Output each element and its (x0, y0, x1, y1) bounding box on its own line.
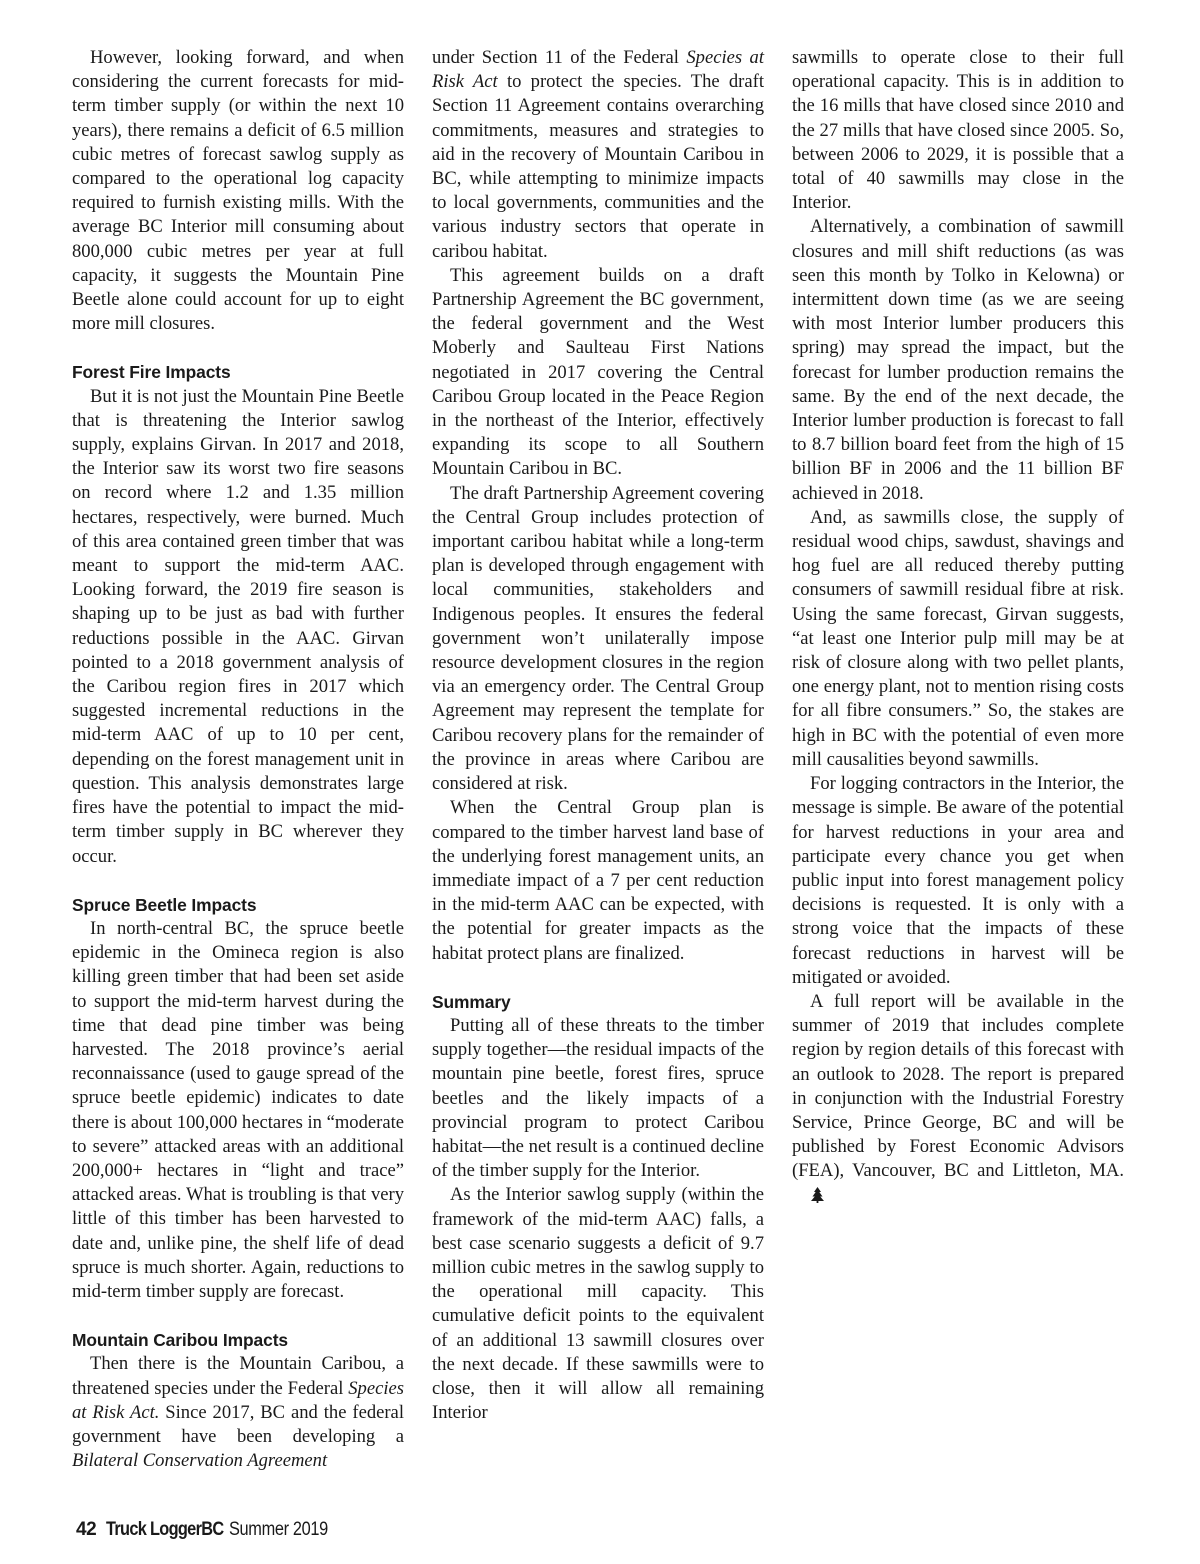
text-run: Since 2017, BC and the federal government have been developing a (72, 1401, 404, 1447)
paragraph-forest-fire: But it is not just the Mountain Pine Beetle that is threatening the Interior sawlog supply, explains Girvan. In 2017 and 2018, the Interior saw its worst two fire seasons on record where 1.2 and 1.35 million hectares, respectively, were burned. Much of this area contained green timber that was meant to support the mid-term AAC. Looking forward, the 2019 fire season is shaping up to be just as bad with further reductions possible in the AAC. Girvan pointed to a 2018 government analysis of the Caribou region fires in 2017 which suggested incremental reductions in the mid-term AAC of up to 10 per cent, depending on the forest management unit in question. This analysis demonstrates large fires have the potential to impact the mid-term timber supply in BC wherever they occur. (72, 385, 404, 867)
issue-label: Summer 2019 (228, 1519, 328, 1540)
paragraph-partnership-agreement: This agreement builds on a draft Partnership Agreement the BC government, the federal government and the West Moberly and Saulteau First Nations negotiated in 2017 covering the Central Caribou Group located in the Peace Region in the northeast of the Interior, effectively expanding its scope to all Southern Mountain Caribou in BC. (432, 264, 764, 480)
paragraph-summary-deficit: As the Interior sawlog supply (within the framework of the mid-term AAC) falls, a best case scenario suggests a deficit of 9.7 million cubic metres in the sawlog supply to the operational mill capacity. This cumulative deficit points to the equivalent of an additional 13 sawmill closures over the next decade. If these sawmills were to close, then it will allow all remaining Interior (432, 1184, 764, 1424)
tree-icon (793, 1187, 824, 1204)
heading-spruce-beetle-impacts: Spruce Beetle Impacts (72, 894, 257, 915)
paragraph-summary-threats: Putting all of these threats to the timber supply together—the residual impacts of the mountain pine beetle, forest fires, spruce beetles and the likely impacts of a provincial program to protect Caribou habitat—the net result is a continued decline of the timber supply for the Interior. (432, 1014, 764, 1182)
italic-title-bilateral-agreement: Bilateral Conservation Agreement (72, 1450, 328, 1472)
column-1 (72, 46, 404, 1473)
paragraph-sawmill-capacity: sawmills to operate close to their full operational capacity. This is in addition to the 16 mills that have closed since 2010 and the 27 mills that have closed since 2005. So, between 2006 to 2029, it is possible that a total of 40 sawmills may close in the Interior. (792, 47, 1124, 214)
column-3 (792, 46, 1124, 1208)
italic-title-species-at-risk-act: Species at Risk Act (432, 47, 764, 93)
column-2 (432, 46, 764, 1425)
text-run: Then there is the Mountain Caribou, a threatened species under the Federal (72, 1353, 404, 1399)
heading-forest-fire-impacts: Forest Fire Impacts (72, 362, 231, 383)
text-run: under Section 11 of the Federal (432, 47, 687, 68)
paragraph-logging-contractors: For logging contractors in the Interior, the message is simple. Be aware of the potential for harvest reductions in your area and participate every chance you get when public input into forest management policy decisions is requested. It is only with a strong voice that the impacts of these forecast reductions in harvest will be mitigated or avoided. (792, 773, 1124, 988)
text-run: to protect the species. The draft Section 11 Agreement contains overarching commitments, measures and strategies to aid in the recovery of Mountain Caribou in BC, while attempting to minimize impacts to local governments, communities and the various industry sectors that operate in caribou habitat. (432, 71, 764, 262)
paragraph-full-report (792, 990, 1124, 1208)
paragraph-mountain-caribou (72, 1352, 404, 1473)
page-footer (76, 1517, 344, 1543)
italic-title-species-at-risk-act: Species at Risk Act. (72, 1377, 404, 1423)
heading-summary: Summary (432, 991, 511, 1012)
paragraph-alternatives: Alternatively, a combination of sawmill closures and mill shift reductions (as was seen this month by Tolko in Kelowna) or intermittent down time (as we are seeing with most Interior lumber producers this spring) may spread the impact, but the forecast for lumber production remains the same. By the end of the next decade, the Interior lumber production is forecast to fall to 8.7 billion board feet from the high of 15 billion BF in 2006 and the 11 billion BF achieved in 2018. (792, 216, 1124, 504)
page-number: 42 (76, 1519, 97, 1540)
paragraph-harvest-land-base: When the Central Group plan is compared to the timber harvest land base of the underlying forest management units, an immediate impact of a 7 per cent reduction in the mid-term AAC can be expected, with the potential for greater impacts as the habitat protect plans are finalized. (432, 797, 764, 964)
paragraph-spruce-beetle: In north-central BC, the spruce beetle epidemic in the Omineca region is also killing green timber that had been set aside to support the mid-term harvest during the time that dead pine timber was being harvested. The 2018 province’s aerial reconnaissance (used to gauge spread of the spruce beetle epidemic) indicates to date there is about 100,000 hectares in “moderate to severe” attacked areas with an additional 200,000+ hectares in “light and trace” attacked areas. What is troubling is that very little of this timber has been harvested to date and, unlike pine, the shelf life of dead spruce is much shorter. Again, reductions to mid-term timber supply are forecast. (72, 917, 404, 1302)
text-run: A full report will be available in the summer of 2019 that includes complete region by region details of this forecast with an outlook to 2028. The report is prepared in conjunction with the Industrial Forestry Service, Prince George, BC and will be published by Forest Economic Advisors (FEA), Vancouver, BC and Littleton, MA. (792, 990, 1124, 1182)
paragraph-residual-fibre: And, as sawmills close, the supply of residual wood chips, sawdust, shavings and hog fuel are all reduced thereby putting consumers of sawmill residual fibre at risk. Using the same forecast, Girvan suggests, “at least one Interior pulp mill may be at risk of closure along with two pellet plants, one energy plant, not to mention rising costs for all fibre consumers.” So, the stakes are high in BC with the potential of even more mill causalities beyond sawmills. (792, 506, 1124, 770)
paragraph-mpb-deficit: However, looking forward, and when considering the current forecasts for mid-term timber supply (or within the next 10 years), there remains a deficit of 6.5 million cubic metres of forecast sawlog supply as compared to the operational log capacity required to furnish existing mills. With the average BC Interior mill consuming about 800,000 cubic metres per year at full capacity, it suggests the Mountain Pine Beetle alone could account for up to eight more mill closures. (72, 47, 404, 335)
magazine-title: Truck LoggerBC (106, 1519, 224, 1540)
heading-mountain-caribou-impacts: Mountain Caribou Impacts (72, 1330, 288, 1351)
paragraph-central-group: The draft Partnership Agreement covering the Central Group includes protection of important caribou habitat while a long-term plan is developed through engagement with local communities, stakeholders and Indigenous peoples. It ensures the federal government won’t unilaterally impose resource development closures in the region via an emergency order. The Central Group Agreement may represent the template for Caribou recovery plans for the remainder of the province in areas where Caribou are considered at risk. (432, 482, 764, 795)
paragraph-section-11 (432, 46, 764, 264)
